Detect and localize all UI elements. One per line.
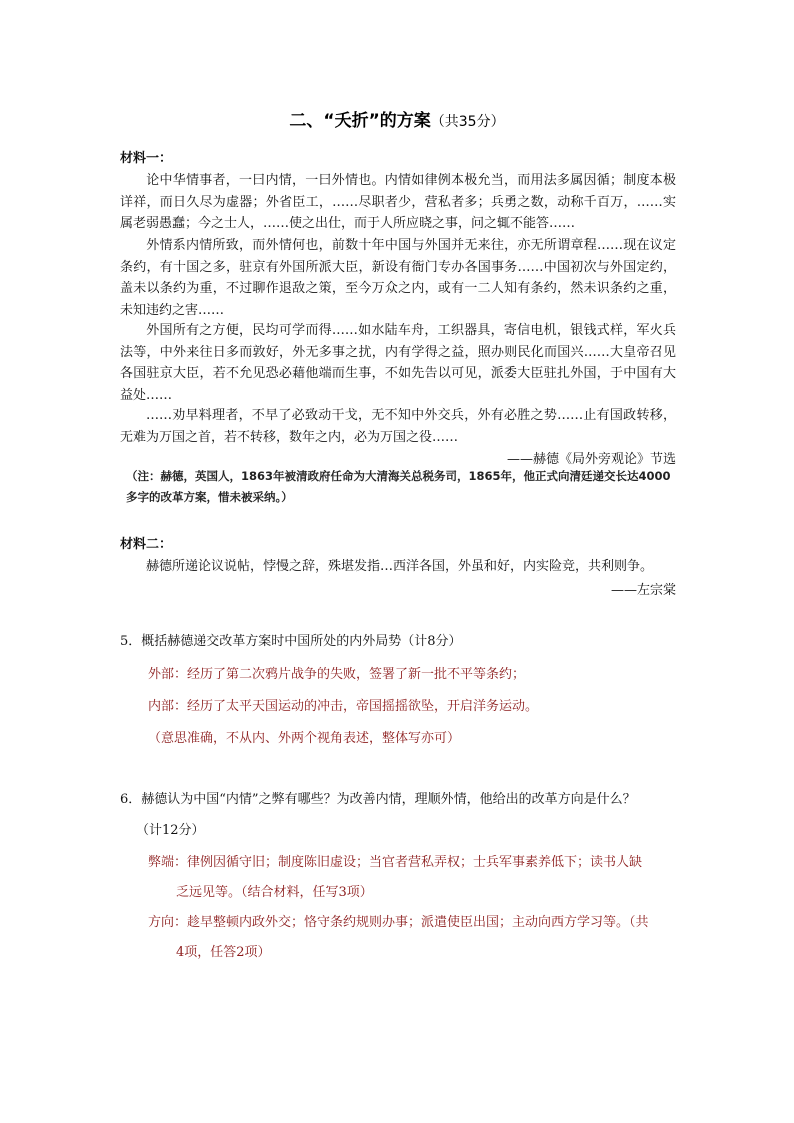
material1-heading: 材料一： — [120, 151, 173, 166]
material1-paragraph-1: 论中华情事者，一曰内情，一曰外情也。内情如律例本极允当，而用法多属因循；制度本极详祥，而日久尽为虚器；外省臣工，……尽职者少，营私者多；兵勇之数，动称千百万，……实属老弱愚蠢；今之士人，……使之出仕，而于人所应晓之事，问之辄不能答…… — [120, 173, 676, 232]
question-6: 6．赫德认为中国“内情”之弊有哪些？为改善内情，理顺外情，他给出的改革方向是什么？ — [120, 792, 636, 807]
material2-source: ——左宗棠 — [610, 583, 676, 598]
question-5: 5．概括赫德递交改革方案时中国所处的内外局势（计8分） — [120, 634, 462, 649]
q5-answer-internal: 内部：经历了太平天国运动的冲击，帝国摇摇欲坠，开启洋务运动。 — [148, 699, 539, 714]
q5-answer-note: （意思准确，不从内、外两个视角表述，整体写亦可） — [148, 731, 461, 746]
section-title — [0, 106, 794, 131]
q5-answer-external: 外部：经历了第二次鸦片战争的失败，签署了新一批不平等条约； — [148, 667, 526, 682]
material2-heading: 材料二： — [120, 537, 173, 552]
material1-paragraph-4: ……劝早料理者，不早了必致动干戈，无不知中外交兵，外有必胜之势……止有国政转移，无难为万国之首，若不转移，数年之内，必为万国之役…… — [120, 408, 676, 445]
material1-paragraph-3: 外国所有之方便，民均可学而得……如水陆车舟，工织器具，寄信电机，银钱式样，军火兵法等，中外来往日多而敦好，外无多事之扰，内有学得之益，照办则民化而国兴……大皇帝召见各国驻京大臣，若不允见恐必藉他端而生事，不如先告以可见，派委大臣驻扎外国，于中国有大益处…… — [120, 323, 676, 403]
material1-paragraph-2: 外情系内情所致，而外情何也，前数十年中国与外国并无来往，亦无所谓章程……现在议定条约，有十国之多，驻京有外国所派大臣，新设有衙门专办各国事务……中国初次与外国定约，盖未以条约为重，不过聊作退敌之策，至今万众之内，或有一二人知有条约，然未识条约之重，未知违约之害…… — [120, 238, 676, 318]
section-title-main: 二、“夭折”的方案 — [289, 111, 431, 131]
q6-answer-direction-line2: 4项，任答2项） — [176, 945, 271, 960]
q6-answer-direction-line1: 方向：趁早整顿内政外交；恪守条约规则办事；派遣使臣出国；主动向西方学习等。（共 — [148, 915, 649, 930]
section-title-score: （共35分） — [430, 114, 505, 130]
question-6-score: （计12分） — [136, 823, 205, 838]
material2-paragraph: 赫德所递论议说帖，悖慢之辞，殊堪发指…西洋各国，外虽和好，内实险竞，共利则争。 — [146, 559, 654, 574]
q6-answer-drawbacks-line1: 弊端：律例因循守旧；制度陈旧虚设；当官者营私弄权；士兵军事素养低下；读书人缺 — [148, 855, 643, 870]
material1-source: ——赫德《局外旁观论》节选 — [506, 452, 676, 467]
q6-answer-drawbacks-line2: 乏远见等。（结合材料，任写3项） — [176, 885, 373, 900]
material1-note: （注：赫德，英国人，1863年被清政府任命为大清海关总税务司，1865年，他正式向清廷递交长达4000多字的改革方案，惜未被采纳。） — [126, 469, 671, 504]
